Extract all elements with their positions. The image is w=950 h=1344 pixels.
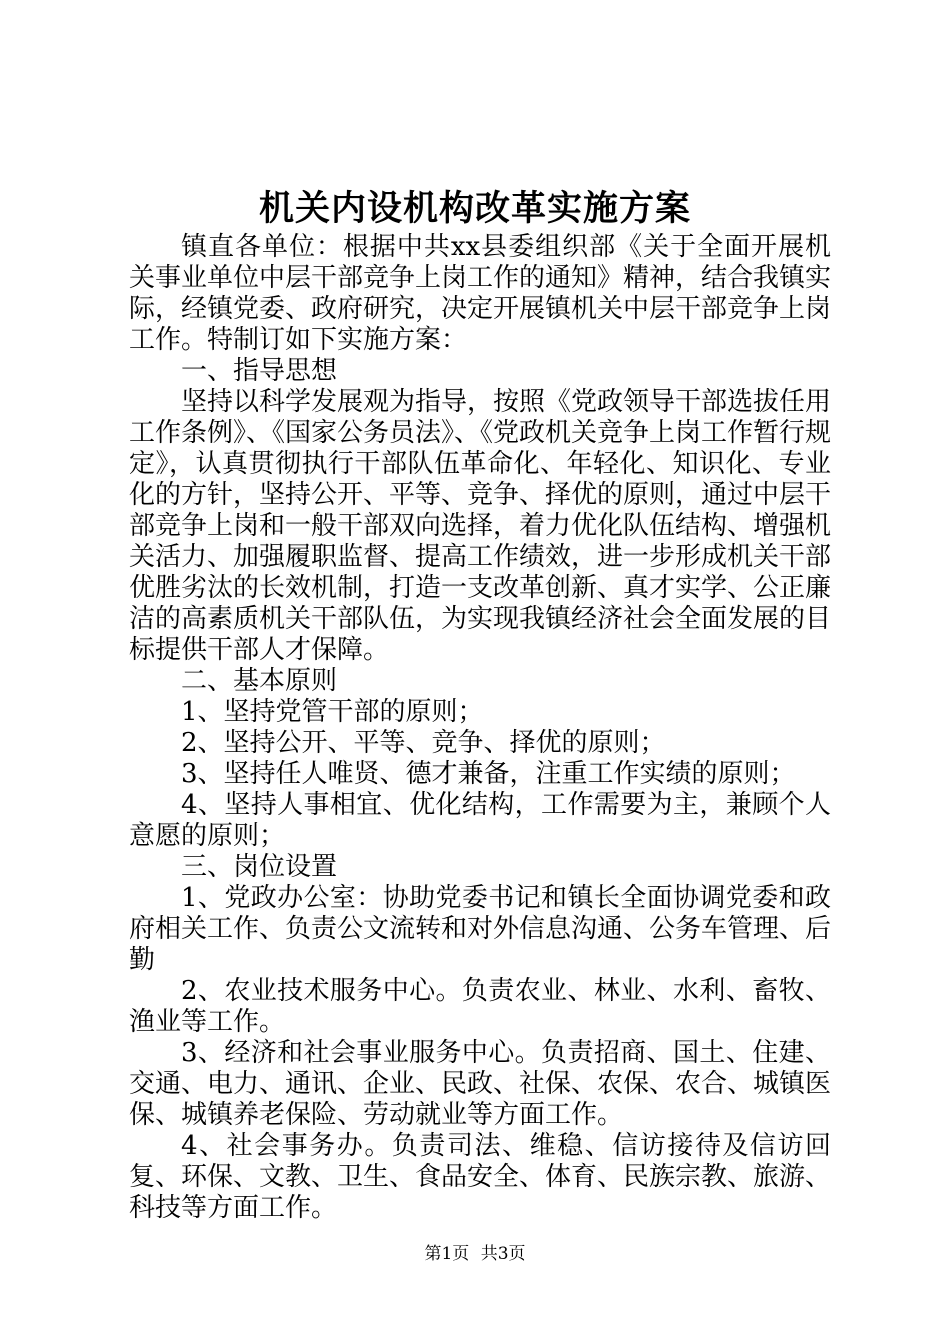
post-item: 4、社会事务办。负责司法、维稳、信访接待及信访回复、环保、文教、卫生、食品安全、体育、民族宗教、旅游、科技等方面工作。 (129, 1131, 832, 1223)
principle-item: 4、坚持人事相宜、优化结构，工作需要为主，兼顾个人意愿的原则； (129, 790, 831, 851)
page-number: 第1页 (424, 1244, 470, 1264)
page-total: 共3页 (480, 1244, 526, 1264)
heading-guiding-ideology: 一、指导思想 (181, 356, 338, 386)
principle-item: 3、坚持任人唯贤、德才兼备，注重工作实绩的原则； (181, 759, 796, 789)
post-item: 3、经济和社会事业服务中心。负责招商、国土、住建、交通、电力、通讯、企业、民政、社保、农保、农合、城镇医保、城镇养老保险、劳动就业等方面工作。 (129, 1038, 832, 1130)
heading-post-setting: 三、岗位设置 (181, 852, 338, 882)
principle-item: 2、坚持公开、平等、竞争、择优的原则； (181, 728, 666, 758)
post-item: 1、党政办公室：协助党委书记和镇长全面协调党委和政府相关工作、负责公文流转和对外信息沟通、公务车管理、后勤 (129, 883, 832, 975)
heading-basic-principles: 二、基本原则 (181, 666, 338, 696)
paragraph-intro: 镇直各单位：根据中共xx县委组织部《关于全面开展机关事业单位中层干部竞争上岗工作的通知》精神，结合我镇实际，经镇党委、政府研究，决定开展镇机关中层干部竞争上岗工作。特制订如下实施方案： (129, 232, 832, 355)
document-body (129, 232, 831, 1224)
paragraph-guiding-ideology: 坚持以科学发展观为指导，按照《党政领导干部选拔任用工作条例》、《国家公务员法》、《党政机关竞争上岗工作暂行规定》，认真贯彻执行干部队伍革命化、年轻化、知识化、专业化的方针，坚持公开、平等、竞争、择优的原则，通过中层干部竞争上岗和一般干部双向选择，着力优化队伍结构、增强机关活力、加强履职监督、提高工作绩效，进一步形成机关干部优胜劣汰的长效机制，打造一支改革创新、真才实学、公正廉洁的高素质机关干部队伍，为实现我镇经济社会全面发展的目标提供干部人才保障。 (129, 387, 832, 665)
post-item: 2、农业技术服务中心。负责农业、林业、水利、畜牧、渔业等工作。 (129, 976, 831, 1037)
principle-item: 1、坚持党管干部的原则； (181, 697, 484, 727)
document-title: 机关内设机构改革实施方案 (258, 188, 691, 229)
page-footer (0, 1242, 950, 1266)
